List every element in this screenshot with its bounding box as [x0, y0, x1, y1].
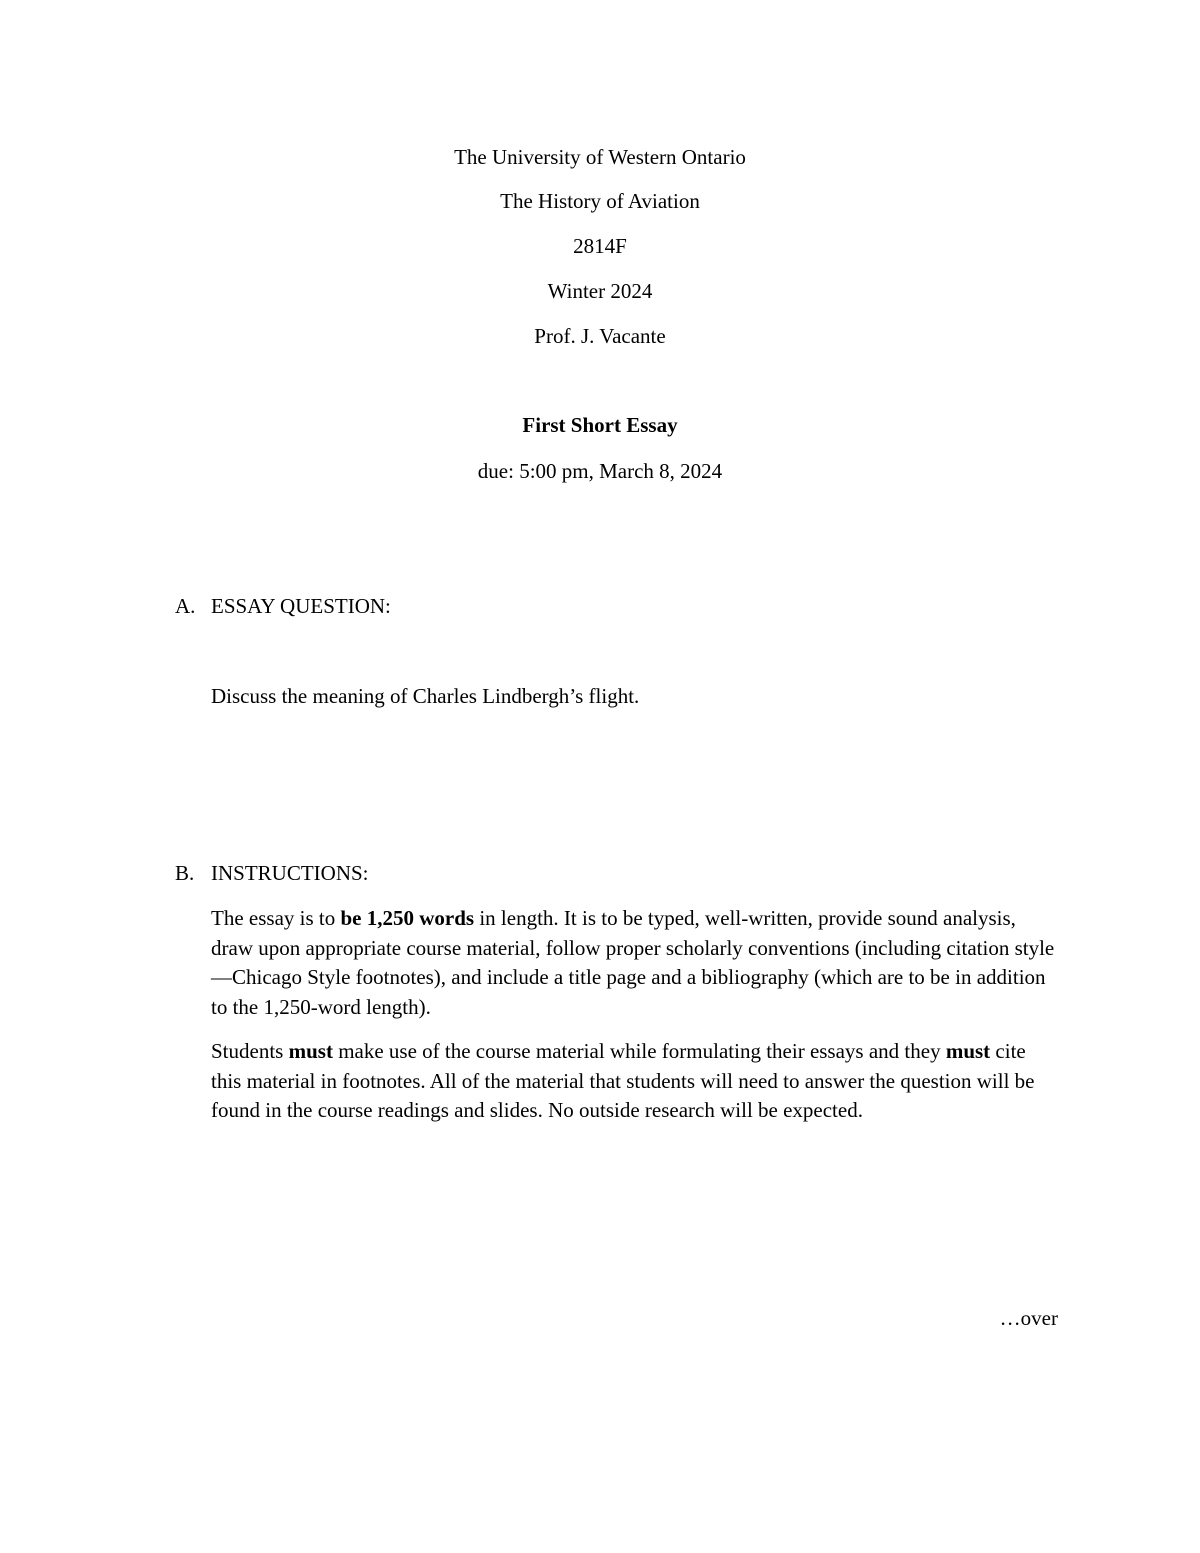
essay-question-text: Discuss the meaning of Charles Lindbergh’s flight. — [211, 684, 640, 708]
section-b-heading — [175, 860, 369, 886]
section-b-title: INSTRUCTIONS: — [211, 861, 369, 885]
p1-before: The essay is to — [211, 906, 341, 930]
p2-must-1: must — [288, 1039, 333, 1063]
course-title: The History of Aviation — [500, 189, 700, 213]
university-name: The University of Western Ontario — [454, 145, 746, 169]
due-date: due: 5:00 pm, March 8, 2024 — [477, 459, 723, 483]
term: Winter 2024 — [547, 279, 653, 303]
course-code: 2814F — [573, 234, 627, 258]
section-a-title: ESSAY QUESTION: — [211, 594, 391, 618]
p2-part2: make use of the course material while formulating their essays and they — [332, 1039, 946, 1063]
professor: Prof. J. Vacante — [534, 324, 666, 348]
instructions-paragraph-1 — [211, 904, 1061, 1022]
p2-must-2: must — [945, 1039, 991, 1063]
instructions-paragraph-2 — [211, 1037, 1061, 1126]
essay-question — [211, 682, 1061, 712]
p1-after: in length. It is to be typed, well-written, provide sound analysis, draw upon appropriate course material, follow proper scholarly conventions (including citation style—Chicago Style footnotes), and include a title page and a bibliography (which are to be in addition to the 1,250-word length). — [211, 906, 1055, 1019]
section-a-heading — [175, 593, 391, 619]
section-a-letter: A. — [175, 594, 196, 618]
p1-word-count: be 1,250 words — [340, 906, 475, 930]
p2-part1: Students — [211, 1039, 289, 1063]
p2-part3: cite this material in footnotes. All of the material that students will need to answer the question will be found in the course readings and slides. No outside research will be expected. — [211, 1039, 1035, 1122]
continue-note: …over — [999, 1306, 1058, 1330]
section-b-letter: B. — [175, 861, 195, 885]
assignment-title: First Short Essay — [522, 413, 678, 437]
